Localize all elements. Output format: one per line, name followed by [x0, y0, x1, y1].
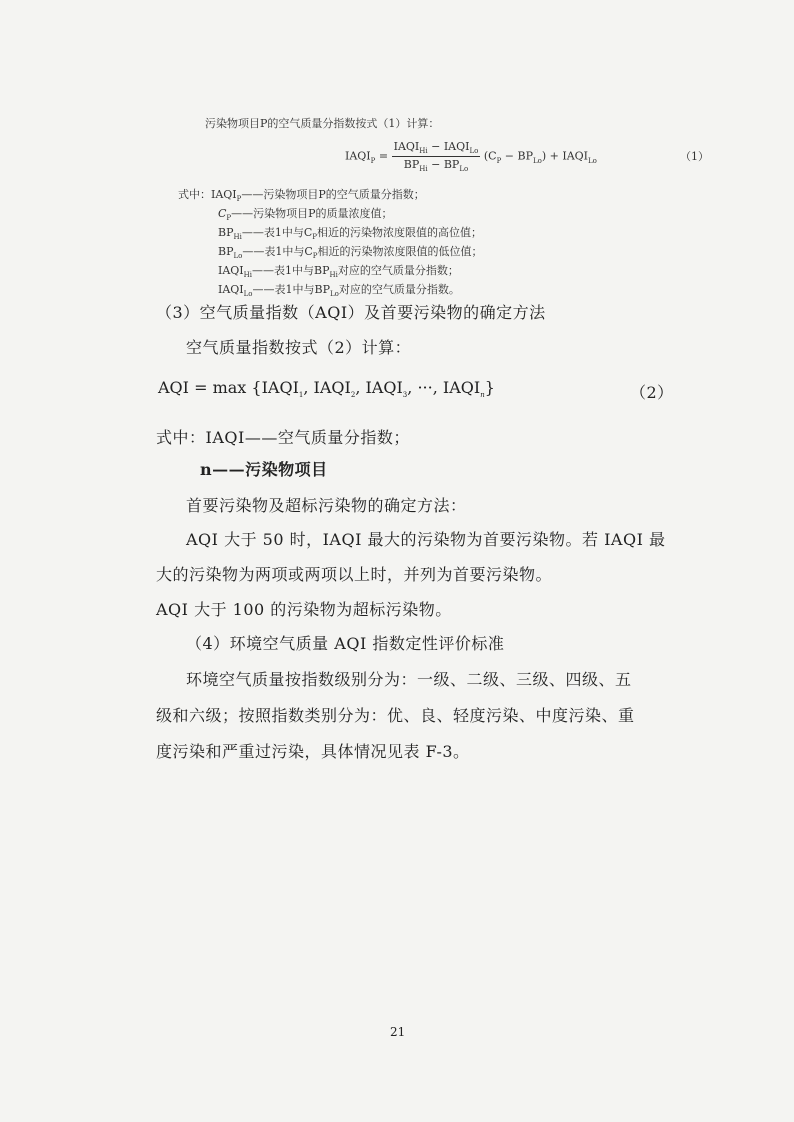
section4-line1: 环境空气质量按指数级别分为：一级、二级、三级、四级、五 [186, 670, 632, 689]
def-row-2: $C_P——$污染物项目P的质量浓度值； [218, 207, 393, 223]
def-row-3: $BP_{Hi}——$表1中与$C_P$相近的污染物浓度限值的高位值； [218, 226, 482, 242]
formula1-intro: 污染物项目P的空气质量分指数按式（1）计算： [205, 117, 440, 130]
section3-def-1: 式中：IAQI——空气质量分指数； [156, 428, 410, 447]
def-row-6: $IAQI_{Lo}——$表1中与$BP_{Lo}$对应的空气质量分指数。 [218, 283, 460, 299]
page-number: 21 [390, 1025, 406, 1039]
def-row-1: 式中：$IAQI_P——$污染物项目P的空气质量分指数； [178, 188, 425, 204]
section4-line3: 度污染和严重过污染，具体情况见表 F-3。 [156, 742, 470, 761]
def-row-4: $BP_{Lo}——$表1中与$C_P$相近的污染物浓度限值的低位值； [218, 245, 483, 261]
section3-def-2: n——污染物项目 [200, 460, 328, 479]
para1-line2: 大的污染物为两项或两项以上时，并列为首要污染物。 [156, 565, 553, 584]
section3-heading: （3）空气质量指数（AQI）及首要污染物的确定方法 [156, 303, 546, 322]
formula1-number: （1） [680, 150, 709, 163]
formula2-number: （2） [630, 383, 674, 402]
formula2: AQI = $\max \{IAQI_1$, $IAQI_2$, $IAQI_3$, ···, $IAQI_n$} [158, 378, 495, 400]
para2: AQI 大于 100 的污染物为超标污染物。 [156, 600, 452, 619]
section4-heading: （4）环境空气质量 AQI 指数定性评价标准 [186, 634, 505, 653]
section4-line2: 级和六级；按照指数类别分为：优、良、轻度污染、中度污染、重 [156, 706, 635, 725]
section3-intro: 空气质量指数按式（2）计算： [186, 338, 412, 357]
para1-line1: AQI 大于 50 时，IAQI 最大的污染物为首要污染物。若 IAQI 最 [186, 530, 666, 549]
formula1-fraction: $\frac{IAQI_{Hi} - IAQI_{Lo}}{BP_{Hi} - BP_{Lo}}$ [393, 140, 479, 174]
formula1: $IAQI_P$ = $\frac{IAQI_{Hi} - IAQI_{Lo}}{BP_{Hi} - BP_{Lo}}$ $(C_P - BP_{Lo})$ + $IAQI_{Lo}$ [345, 140, 597, 174]
method-title: 首要污染物及超标污染物的确定方法： [186, 496, 467, 515]
def-row-5: $IAQI_{Hi}——$表1中与$BP_{Hi}$对应的空气质量分指数； [218, 264, 459, 280]
